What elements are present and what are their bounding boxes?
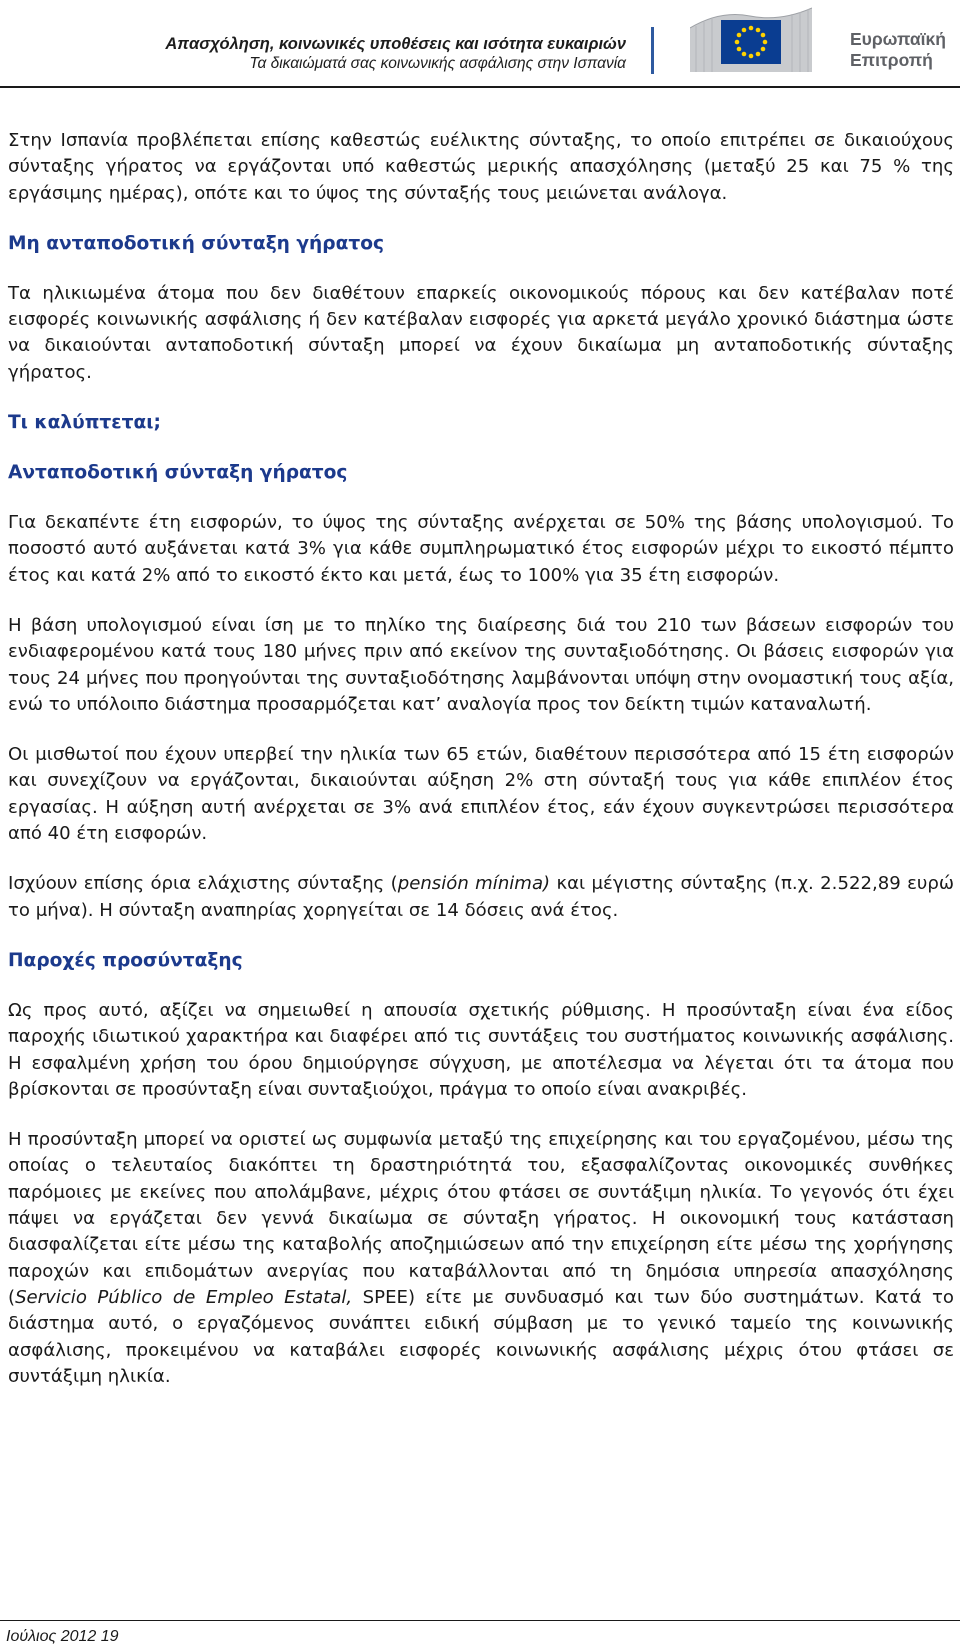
heading-contributory-pension: Ανταποδοτική σύνταξη γήρατος bbox=[8, 462, 348, 484]
heading-non-contributory-pension: Μη ανταποδοτική σύνταξη γήρατος bbox=[8, 232, 385, 254]
header-title-line1: Απασχόληση, κοινωνικές υποθέσεις και ισότητα ευκαιριών bbox=[165, 35, 626, 53]
min-max-text-end: και μέγιστης σύνταξης (π.χ. 2.522,89 ευρώ το μήνα). Η σύνταξη αναπηρίας χορηγείται σε 14 δόσεις ανά έτος. bbox=[8, 873, 955, 921]
agreement-text-end: SPEE) είτε με συνδυασμό και των δύο συστημάτων. Κατά το διάστημα αυτό, ο εργαζόμενος συνάπτει ειδική σύμβαση με το γενικό ταμείο της κοινωνικής ασφάλισης, προκειμένου να καταβάλει εισφορές κοινωνικής ασφάλισης μέχρις ότου φτάσει σε συντάξιμη ηλικία. bbox=[8, 1286, 954, 1387]
header-title-line2: Τα δικαιώματά σας κοινωνικής ασφάλισης στην Ισπανία bbox=[249, 55, 626, 72]
organization-name-line1: Ευρωπαϊκή bbox=[850, 29, 946, 49]
footer-divider bbox=[0, 1620, 960, 1621]
paragraph-min-max-pension bbox=[8, 871, 954, 924]
heading-what-is-covered: Τι καλύπτεται; bbox=[8, 412, 161, 434]
paragraph-pre-retirement-agreement bbox=[8, 1127, 954, 1390]
organization-name bbox=[850, 29, 946, 71]
organization-name-line2: Επιτροπή bbox=[850, 50, 933, 70]
paragraph-pre-retirement-definition: Ως προς αυτό, αξίζει να σημειωθεί η απουσία σχετικής ρύθμισης. Η προσύνταξη είναι ένα είδος παροχής ιδιωτικού χαρακτήρα και διαφέρει από τις συντάξεις του συστήματος κοινωνικής ασφάλισης. Η εσφαλμένη χρήση του όρου δημιούργησε σύγχυση, με αποτέλεσμα να λέγεται ότι τα άτομα που βρίσκονται σε προσύνταξη είναι συνταξιούχοι, πράγμα το οποίο είναι ανακριβές. bbox=[8, 999, 954, 1100]
spee-service-name: Servicio Público de Empleo Estatal, bbox=[15, 1286, 353, 1308]
header-separator bbox=[651, 27, 654, 74]
paragraph-over-65-increase: Οι μισθωτοί που έχουν υπερβεί την ηλικία των 65 ετών, διαθέτουν περισσότερα από 15 έτη εισφορών και συνεχίζουν να εργάζονται, δικαιούνται αύξηση 2% στη σύνταξή τους για κάθε επιπλέον έτος εργασίας. Η αύξηση αυτή ανέρχεται σε 3% ανά επιπλέον έτος, εάν έχουν συγκεντρώσει περισσότερα από 40 έτη εισφορών. bbox=[8, 744, 954, 845]
heading-pre-retirement-benefits: Παροχές προσύνταξης bbox=[8, 949, 243, 971]
paragraph-calculation-base: Η βάση υπολογισμού είναι ίση με το πηλίκο της διαίρεσης διά του 210 των βάσεων εισφορών του ενδιαφερομένου κατά τους 180 μήνες πριν από εκείνον της συνταξιοδότησης. Οι βάσεις εισφορών για τους 24 μήνες που προηγούνται της συνταξιοδότησης λαμβάνονται υπόψη στην ονομαστική τους αξία, ενώ το υπόλοιπο διάστημα προσαρμόζεται κατ’ αναλογία προς τον δείκτη τιμών καταναλωτή. bbox=[8, 614, 954, 715]
header-divider bbox=[0, 86, 960, 88]
header-title bbox=[165, 34, 626, 74]
min-max-text-start: Ισχύουν επίσης όρια ελάχιστης σύνταξης ( bbox=[8, 873, 398, 895]
agreement-text-start: Η προσύνταξη μπορεί να οριστεί ως συμφωνία μεταξύ της επιχείρησης και του εργαζομένου, μέσω της οποίας ο τελευταίος διακόπτει τη δραστηριότητά του, εξασφαλίζοντας οικονομικές συνθήκες παρόμοιες με εκείνες που απολάμβανε, μέχρις ότου φτάσει σε συντάξιμη ηλικία. Το γεγονός ότι έχει πάψει να εργάζεται δεν γεννά δικαίωμα σε σύνταξη γήρατος. Η οικονομική τους κατάσταση διασφαλίζεται είτε μέσω της καταβολής αποζημιώσεων από την επιχείρηση είτε μέσω της χορήγησης παροχών και επιδομάτων ανεργίας που καταβάλλονται από τη δημόσια υπηρεσία απασχόλησης ( bbox=[8, 1129, 954, 1308]
pension-minima-term: pensión mínima) bbox=[397, 873, 551, 895]
paragraph-pension-amount: Για δεκαπέντε έτη εισφορών, το ύψος της σύνταξης ανέρχεται σε 50% της βάσης υπολογισμού. Το ποσοστό αυτό αυξάνεται κατά 3% για κάθε συμπληρωματικό έτος εισφορών μέχρι το εικοστό πέμπτο έτος και κατά 2% από το εικοστό έκτο και μετά, έως το 100% για 35 έτη εισφορών. bbox=[8, 512, 954, 586]
eu-flag-icon bbox=[721, 20, 781, 64]
paragraph-non-contributory-pension: Τα ηλικιωμένα άτομα που δεν διαθέτουν επαρκείς οικονομικούς πόρους και δεν κατέβαλαν ποτέ εισφορές κοινωνικής ασφάλισης ή δεν κατέβαλαν εισφορές για αρκετά μεγάλο χρονικό διάστημα ώστε να δικαιούνται ανταποδοτική σύνταξη μπορεί να έχουν δικαίωμα μη ανταποδοτικής σύνταξης γήρατος. bbox=[8, 282, 954, 383]
page-footer: Ιούλιος 2012 19 bbox=[6, 1628, 119, 1645]
document-body bbox=[8, 128, 954, 1390]
paragraph-flexible-pension: Στην Ισπανία προβλέπεται επίσης καθεστώς ευέλικτης σύνταξης, το οποίο επιτρέπει σε δικαιούχους σύνταξης γήρατος να εργάζονται υπό καθεστώς μερικής απασχόλησης (μεταξύ 25 και 75 % της εργάσιμης ημέρας), οπότε και το ύψος της σύνταξής τους μειώνεται ανάλογα. bbox=[8, 130, 954, 204]
page-header bbox=[0, 0, 960, 96]
